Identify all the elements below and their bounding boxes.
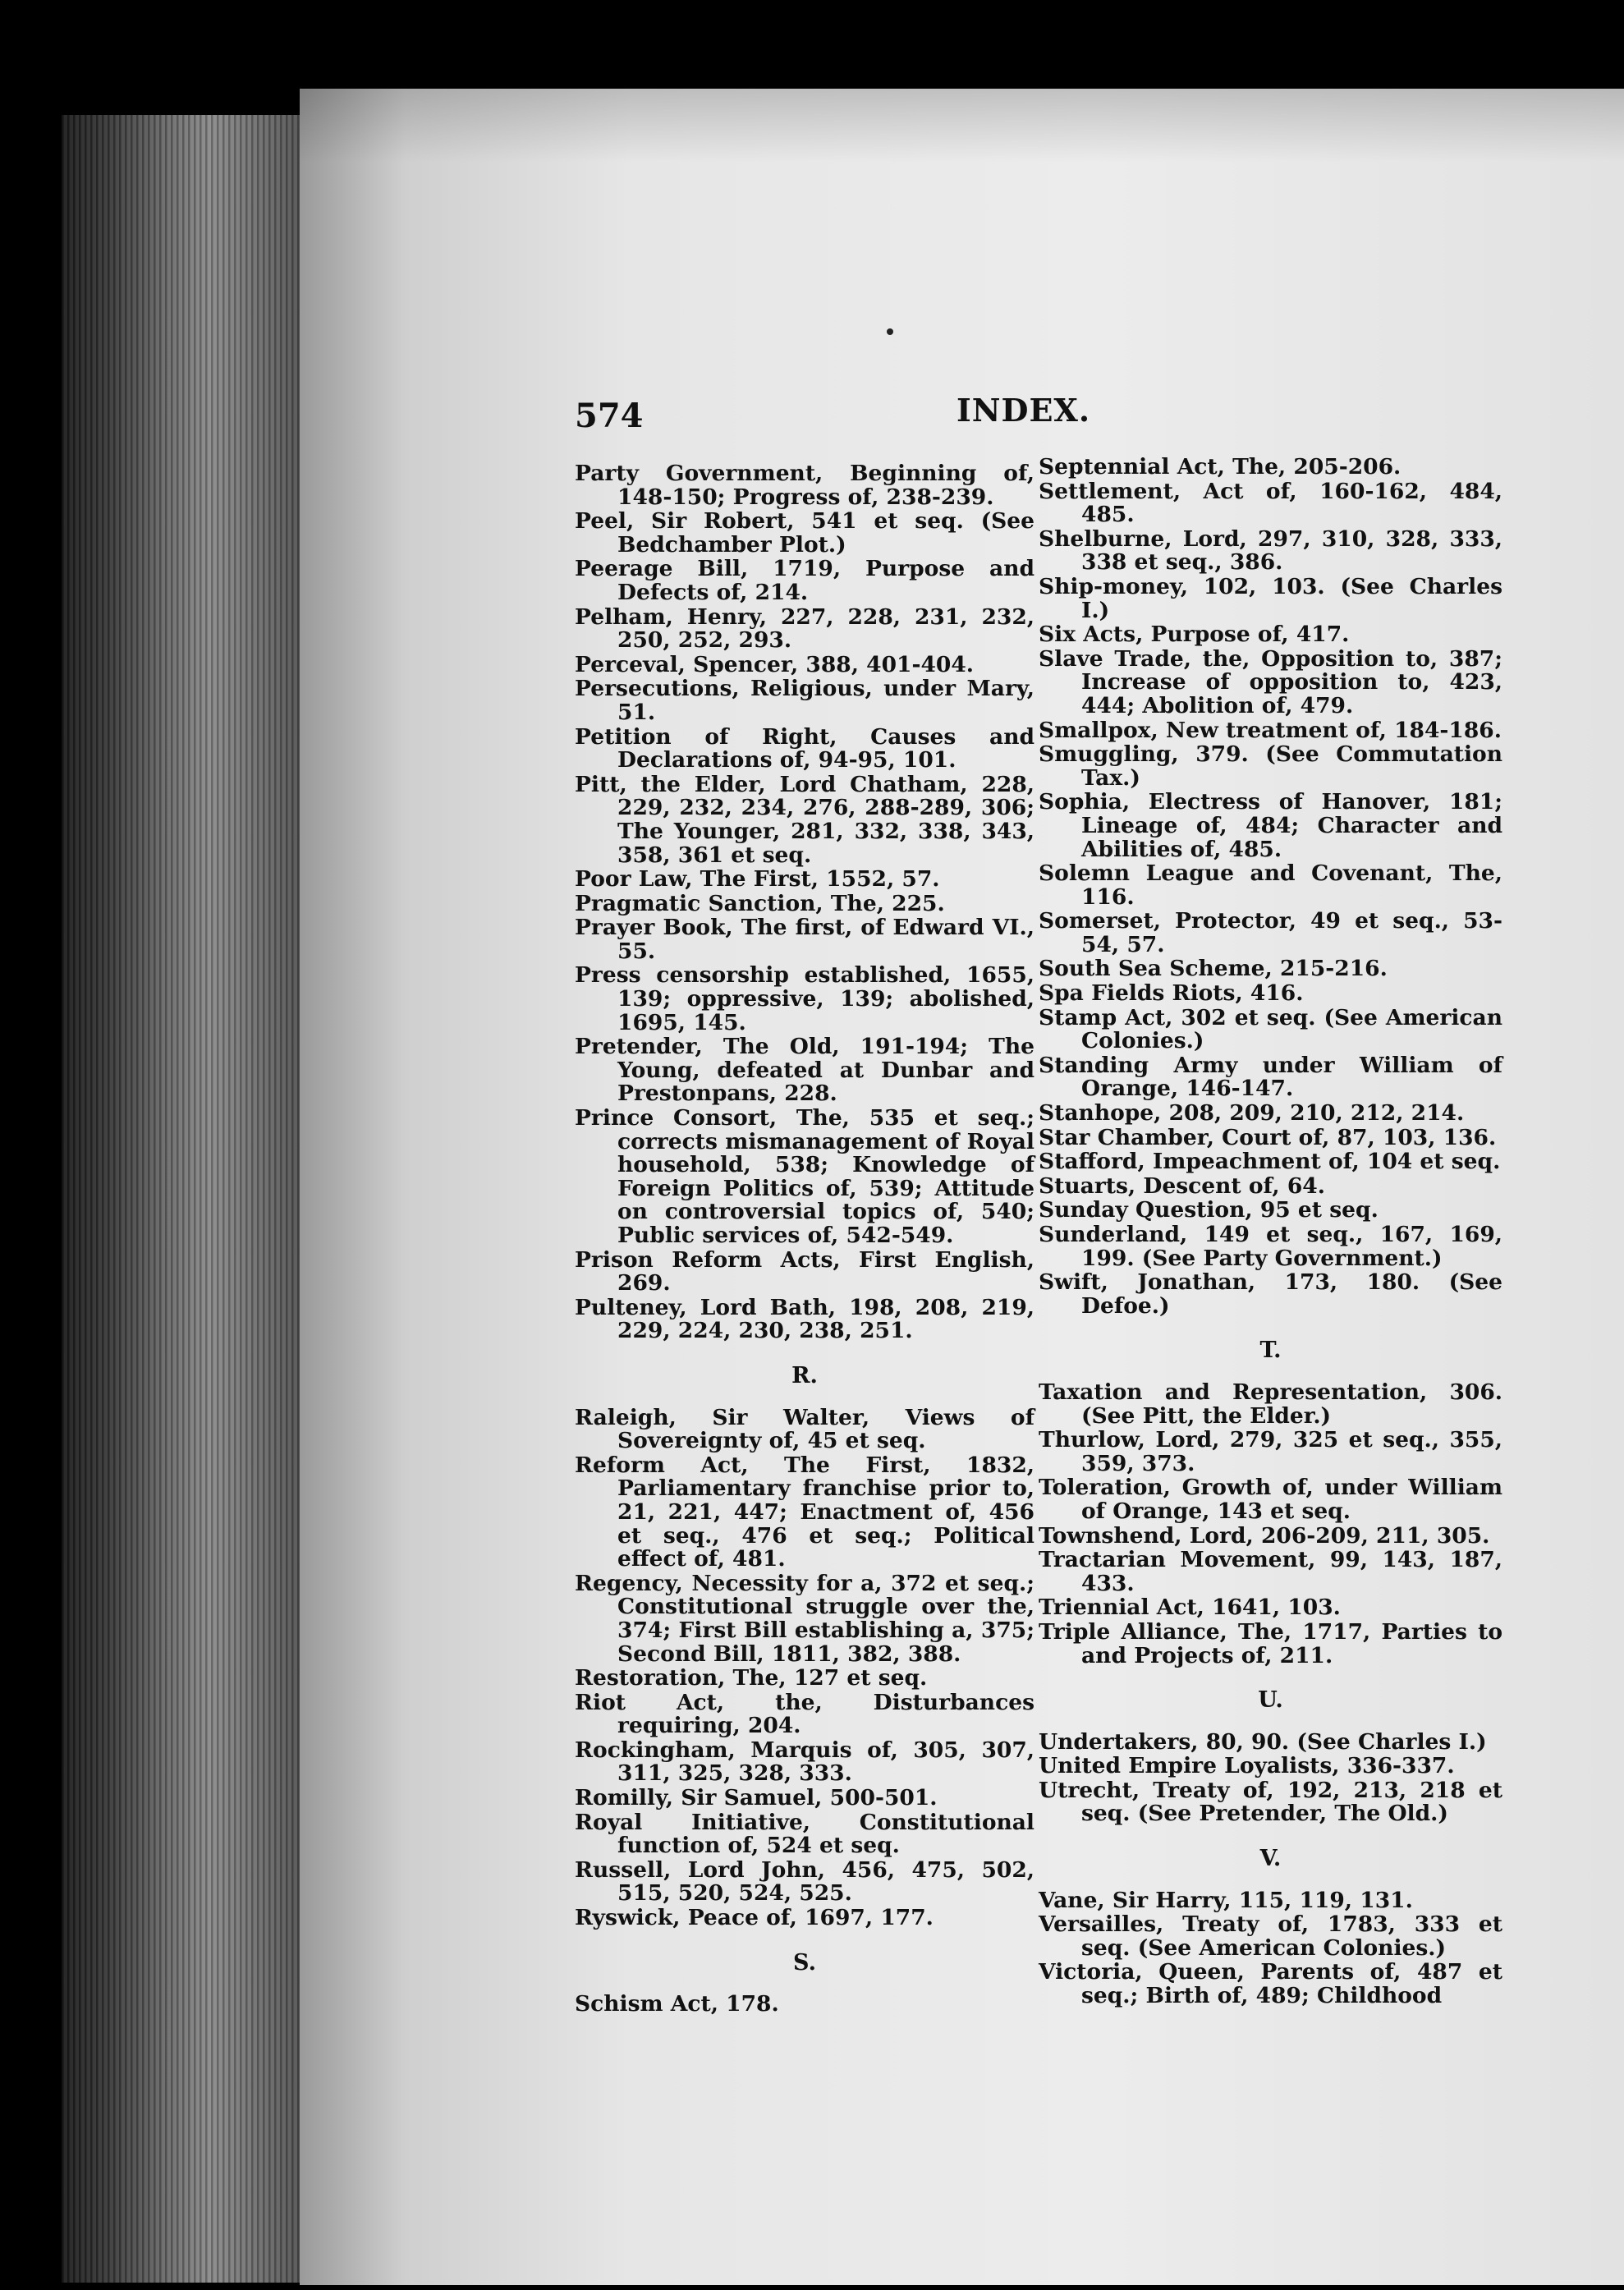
index-entry: Smallpox, New treatment of, 184-186. bbox=[1039, 717, 1502, 743]
index-entry: Pelham, Henry, 227, 228, 231, 232, 250, 252, 293. bbox=[575, 603, 1034, 654]
index-entry: Poor Law, The First, 1552, 57. bbox=[575, 866, 940, 893]
index-entry: Russell, Lord John, 456, 475, 502, 515, 520, 524, 525. bbox=[575, 1856, 1034, 1907]
index-entry: Slave Trade, the, Opposition to, 387; Increase of opposition to, 423, 444; Abolition of, 479. bbox=[1039, 645, 1502, 718]
index-entry: Pulteney, Lord Bath, 198, 208, 219, 229, 224, 230, 238, 251. bbox=[575, 1294, 1034, 1344]
index-entry: Triennial Act, 1641, 103. bbox=[1039, 1595, 1341, 1621]
index-entry: Pragmatic Sanction, The, 225. bbox=[575, 890, 945, 916]
index-column-left bbox=[575, 462, 1034, 2017]
index-entry: Sunday Question, 95 et seq. bbox=[1039, 1197, 1379, 1223]
index-entry: Pitt, the Elder, Lord Chatham, 228, 229, 232, 234, 276, 288-289, 306; The Younger, 281, 332, 338, 343, 358, 361 et seq. bbox=[575, 771, 1034, 868]
index-entry: Rockingham, Marquis of, 305, 307, 311, 325, 328, 333. bbox=[575, 1737, 1034, 1787]
index-entry: United Empire Loyalists, 336-337. bbox=[1039, 1753, 1455, 1779]
index-entry: Persecutions, Religious, under Mary, 51. bbox=[575, 676, 1034, 725]
index-entry: Sophia, Electress of Hanover, 181; Lineage of, 484; Character and Abilities of, 485. bbox=[1039, 789, 1502, 862]
index-entry: Sunderland, 149 et seq., 167, 169, 199. (See Party Government.) bbox=[1039, 1222, 1502, 1271]
index-entry: Standing Army under William of Orange, 146-147. bbox=[1039, 1052, 1502, 1102]
index-entry: Prison Reform Acts, First English, 269. bbox=[575, 1246, 1034, 1296]
index-entry: Regency, Necessity for a, 372 et seq.; Constitutional struggle over the, 374; First Bill establishing a, 375; Second Bill, 1811, 382, 388. bbox=[575, 1570, 1034, 1667]
index-entry: Taxation and Representation, 306. (See Pitt, the Elder.) bbox=[1039, 1379, 1502, 1429]
index-entry: Reform Act, The First, 1832, Parliamentary franchise prior to, 21, 221, 447; Enactment of, 456 et seq., 476 et seq.; Political effect of, 481. bbox=[575, 1452, 1034, 1572]
section-letter: V. bbox=[1259, 1846, 1282, 1872]
index-entry: Triple Alliance, The, 1717, Parties to and Projects of, 211. bbox=[1039, 1618, 1502, 1668]
index-entry: Utrecht, Treaty of, 192, 213, 218 et seq. (See Pretender, The Old.) bbox=[1039, 1777, 1502, 1827]
index-entry: Ship-money, 102, 103. (See Charles I.) bbox=[1039, 573, 1502, 623]
index-entry: Thurlow, Lord, 279, 325 et seq., 355, 359, 373. bbox=[1039, 1427, 1502, 1476]
index-entry: Schism Act, 178. bbox=[575, 1991, 779, 2017]
index-entry: Raleigh, Sir Walter, Views of Sovereignty of, 45 et seq. bbox=[575, 1404, 1034, 1454]
index-entry: Royal Initiative, Constitutional function of, 524 et seq. bbox=[575, 1809, 1034, 1859]
index-entry: Undertakers, 80, 90. (See Charles I.) bbox=[1039, 1728, 1487, 1755]
index-entry: Toleration, Growth of, under William of Orange, 143 et seq. bbox=[1039, 1475, 1502, 1524]
index-entry: Romilly, Sir Samuel, 500-501. bbox=[575, 1785, 938, 1811]
section-letter: T. bbox=[1259, 1338, 1282, 1364]
index-entry: Party Government, Beginning of, 148-150; Progress of, 238-239. bbox=[575, 461, 1034, 510]
index-entry: Stafford, Impeachment of, 104 et seq. bbox=[1039, 1149, 1501, 1175]
index-entry: Prayer Book, The first, of Edward VI., 55. bbox=[575, 915, 1034, 964]
index-entry: Vane, Sir Harry, 115, 119, 131. bbox=[1039, 1887, 1413, 1913]
section-letter: S. bbox=[793, 1949, 816, 1976]
index-entry: South Sea Scheme, 215-216. bbox=[1039, 956, 1388, 982]
running-head: INDEX. bbox=[957, 392, 1091, 429]
index-entry: Spa Fields Riots, 416. bbox=[1039, 980, 1304, 1007]
index-entry: Press censorship established, 1655, 139; oppressive, 139; abolished, 1695, 145. bbox=[575, 962, 1034, 1035]
book-spine-edge bbox=[62, 115, 333, 2283]
index-entry: Solemn League and Covenant, The, 116. bbox=[1039, 860, 1502, 910]
section-letter: U. bbox=[1258, 1687, 1283, 1714]
index-entry: Ryswick, Peace of, 1697, 177. bbox=[575, 1905, 934, 1931]
index-entry: Peerage Bill, 1719, Purpose and Defects of, 214. bbox=[575, 556, 1034, 605]
index-entry: Restoration, The, 127 et seq. bbox=[575, 1665, 928, 1691]
index-entry: Petition of Right, Causes and Declarations of, 94-95, 101. bbox=[575, 723, 1034, 773]
page-number: 574 bbox=[575, 397, 644, 435]
index-entry: Prince Consort, The, 535 et seq.; corrects mismanagement of Royal household, 538; Knowledge of Foreign Politics of, 539; Attitude on controversial topics of, 540; Public services of, 542-549. bbox=[575, 1105, 1034, 1248]
index-entry: Settlement, Act of, 160-162, 484, 485. bbox=[1039, 478, 1502, 528]
page-shadow bbox=[300, 89, 1624, 163]
index-entry: Perceval, Spencer, 388, 401-404. bbox=[575, 651, 975, 677]
index-entry: Shelburne, Lord, 297, 310, 328, 333, 338 et seq., 386. bbox=[1039, 525, 1502, 576]
index-entry: Six Acts, Purpose of, 417. bbox=[1039, 622, 1350, 648]
section-letter: R. bbox=[791, 1362, 818, 1388]
index-entry: Stamp Act, 302 et seq. (See American Colonies.) bbox=[1039, 1004, 1502, 1054]
index-entry: Peel, Sir Robert, 541 et seq. (See Bedchamber Plot.) bbox=[575, 508, 1034, 558]
index-entry: Tractarian Movement, 99, 143, 187, 433. bbox=[1039, 1547, 1502, 1596]
index-column-right bbox=[1039, 456, 1502, 2009]
index-entry: Stanhope, 208, 209, 210, 212, 214. bbox=[1039, 1100, 1465, 1127]
index-entry: Somerset, Protector, 49 et seq., 53-54, 57. bbox=[1039, 908, 1502, 957]
index-entry: Townshend, Lord, 206-209, 211, 305. bbox=[1039, 1522, 1490, 1549]
index-entry: Riot Act, the, Disturbances requiring, 204. bbox=[575, 1689, 1034, 1739]
index-entry: Star Chamber, Court of, 87, 103, 136. bbox=[1039, 1124, 1497, 1150]
index-entry: Versailles, Treaty of, 1783, 333 et seq. (See American Colonies.) bbox=[1039, 1911, 1502, 1961]
ink-speck bbox=[887, 328, 893, 335]
index-entry: Smuggling, 379. (See Commutation Tax.) bbox=[1039, 741, 1502, 791]
index-entry: Septennial Act, The, 205-206. bbox=[1039, 454, 1402, 480]
index-entry: Victoria, Queen, Parents of, 487 et seq.; Birth of, 489; Childhood bbox=[1039, 1959, 1502, 2009]
index-entry: Pretender, The Old, 191-194; The Young, defeated at Dunbar and Prestonpans, 228. bbox=[575, 1034, 1034, 1107]
index-entry: Stuarts, Descent of, 64. bbox=[1039, 1173, 1325, 1199]
index-entry: Swift, Jonathan, 173, 180. (See Defoe.) bbox=[1039, 1269, 1502, 1319]
page-edge-texture bbox=[62, 115, 333, 2283]
